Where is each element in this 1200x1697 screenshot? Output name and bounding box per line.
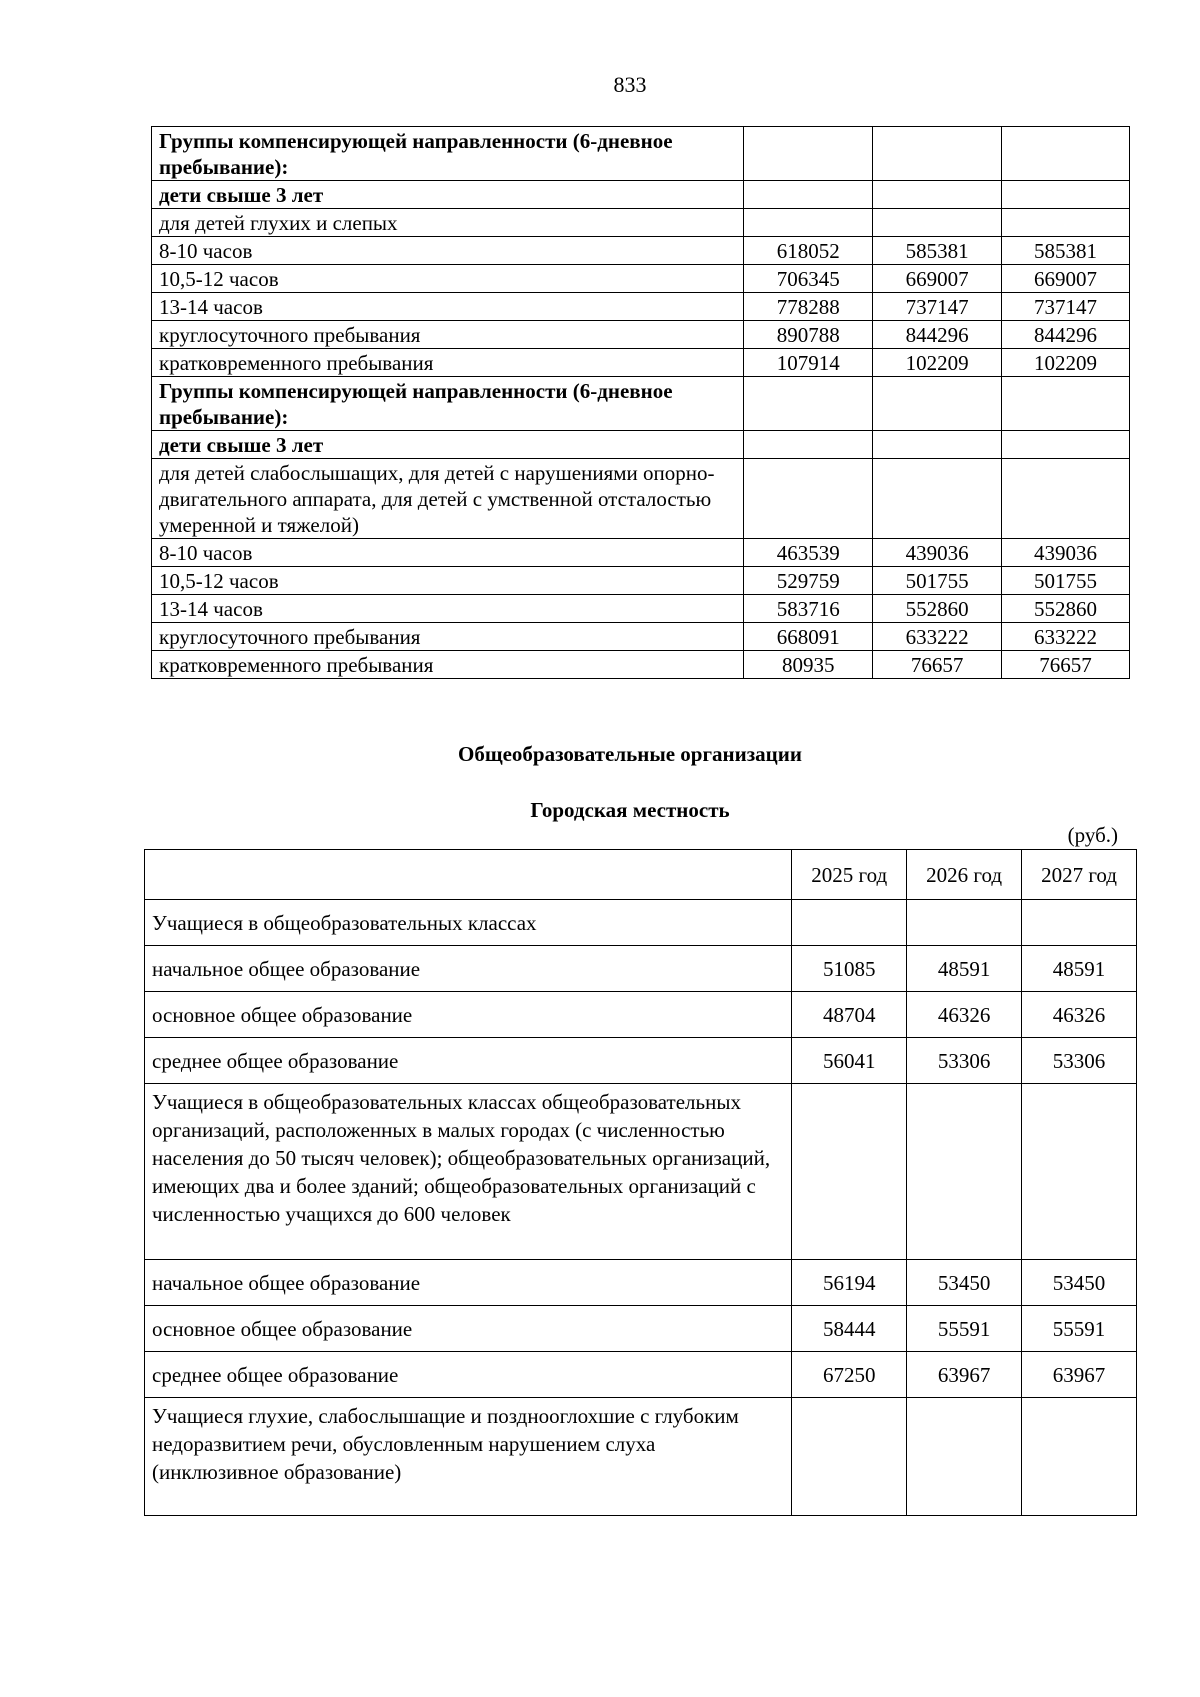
value-cell [1022, 1084, 1137, 1260]
row-label: начальное общее образование [145, 1260, 792, 1306]
value-cell: 55591 [1022, 1306, 1137, 1352]
value-cell [792, 1084, 907, 1260]
value-cell: 552860 [1002, 595, 1130, 623]
value-cell: 102209 [873, 349, 1002, 377]
value-cell [744, 127, 873, 181]
value-cell: 53450 [1022, 1260, 1137, 1306]
value-cell [873, 377, 1002, 431]
row-label: Учащиеся в общеобразовательных классах общеобразовательных организаций, расположенных в малых городах (с численностью населения до 50 тысяч человек); общеобразовательных организаций, имеющих два и более зданий; общеобразовательных организаций с численностью учащихся до 600 человек [145, 1084, 792, 1260]
value-cell: 890788 [744, 321, 873, 349]
subsection-title: Городская местность [530, 798, 730, 822]
value-cell: 552860 [873, 595, 1002, 623]
table-row [152, 293, 1130, 321]
value-cell: 583716 [744, 595, 873, 623]
value-cell [792, 900, 907, 946]
value-cell: 76657 [1002, 651, 1130, 679]
table-row [152, 539, 1130, 567]
tariff-table-preschool [151, 126, 1130, 679]
value-cell: 56041 [792, 1038, 907, 1084]
table-row [152, 265, 1130, 293]
value-cell [1002, 459, 1130, 539]
row-label: круглосуточного пребывания [152, 321, 744, 349]
value-cell: 46326 [907, 992, 1022, 1038]
header-cell: 2026 год [907, 850, 1022, 900]
row-label: Учащиеся в общеобразовательных классах [145, 900, 792, 946]
row-label: дети свыше 3 лет [152, 431, 744, 459]
value-cell: 53450 [907, 1260, 1022, 1306]
row-label: дети свыше 3 лет [152, 181, 744, 209]
value-cell: 669007 [1002, 265, 1130, 293]
value-cell [873, 431, 1002, 459]
table-row [145, 1260, 1137, 1306]
header-cell: 2025 год [792, 850, 907, 900]
value-cell [873, 127, 1002, 181]
value-cell: 48591 [1022, 946, 1137, 992]
table-row [152, 459, 1130, 539]
row-label: 13-14 часов [152, 595, 744, 623]
value-cell: 67250 [792, 1352, 907, 1398]
value-cell: 48704 [792, 992, 907, 1038]
row-label: Учащиеся глухие, слабослышащие и позднооглохшие с глубоким недоразвитием речи, обусловленным нарушением слуха (инклюзивное образование) [145, 1398, 792, 1516]
row-label: 10,5-12 часов [152, 265, 744, 293]
value-cell: 55591 [907, 1306, 1022, 1352]
value-cell: 844296 [1002, 321, 1130, 349]
value-cell [1002, 127, 1130, 181]
value-cell [744, 209, 873, 237]
value-cell: 706345 [744, 265, 873, 293]
value-cell [873, 181, 1002, 209]
section-title: Общеобразовательные организации [458, 742, 802, 766]
table-row [152, 431, 1130, 459]
table-row [145, 1038, 1137, 1084]
row-label: кратковременного пребывания [152, 651, 744, 679]
table-row [152, 209, 1130, 237]
row-label: для детей слабослышащих, для детей с нарушениями опорно-двигательного аппарата, для детей с умственной отсталостью умеренной и тяжелой) [152, 459, 744, 539]
table-row [145, 900, 1137, 946]
value-cell: 439036 [1002, 539, 1130, 567]
table-row [152, 237, 1130, 265]
tariff-table-schools [144, 849, 1137, 1516]
row-label: 8-10 часов [152, 237, 744, 265]
header-cell [145, 850, 792, 900]
table-row [152, 567, 1130, 595]
table-row [152, 321, 1130, 349]
value-cell: 53306 [1022, 1038, 1137, 1084]
value-cell: 56194 [792, 1260, 907, 1306]
value-cell: 102209 [1002, 349, 1130, 377]
row-label: 13-14 часов [152, 293, 744, 321]
table-header-row [145, 850, 1137, 900]
value-cell: 439036 [873, 539, 1002, 567]
value-cell [1002, 377, 1130, 431]
table-row [145, 1352, 1137, 1398]
value-cell [907, 1084, 1022, 1260]
value-cell [907, 1398, 1022, 1516]
table-row [152, 349, 1130, 377]
value-cell: 633222 [1002, 623, 1130, 651]
value-cell: 618052 [744, 237, 873, 265]
value-cell: 107914 [744, 349, 873, 377]
value-cell [1022, 1398, 1137, 1516]
page-number: 833 [613, 72, 647, 97]
value-cell: 633222 [873, 623, 1002, 651]
value-cell: 46326 [1022, 992, 1137, 1038]
value-cell [1002, 209, 1130, 237]
value-cell: 668091 [744, 623, 873, 651]
value-cell [1002, 431, 1130, 459]
table-row [145, 946, 1137, 992]
header-cell: 2027 год [1022, 850, 1137, 900]
value-cell: 463539 [744, 539, 873, 567]
value-cell [744, 181, 873, 209]
value-cell: 51085 [792, 946, 907, 992]
value-cell: 737147 [1002, 293, 1130, 321]
value-cell [744, 431, 873, 459]
row-label: круглосуточного пребывания [152, 623, 744, 651]
value-cell: 53306 [907, 1038, 1022, 1084]
value-cell [1022, 900, 1137, 946]
value-cell: 844296 [873, 321, 1002, 349]
value-cell [792, 1398, 907, 1516]
value-cell: 63967 [907, 1352, 1022, 1398]
row-label: среднее общее образование [145, 1038, 792, 1084]
row-label: 10,5-12 часов [152, 567, 744, 595]
value-cell: 501755 [873, 567, 1002, 595]
row-label: 8-10 часов [152, 539, 744, 567]
value-cell: 585381 [1002, 237, 1130, 265]
row-label: кратковременного пребывания [152, 349, 744, 377]
table-row [145, 1084, 1137, 1260]
table-row [145, 1398, 1137, 1516]
row-label: среднее общее образование [145, 1352, 792, 1398]
table-row [152, 623, 1130, 651]
value-cell [907, 900, 1022, 946]
value-cell: 778288 [744, 293, 873, 321]
value-cell: 80935 [744, 651, 873, 679]
value-cell: 669007 [873, 265, 1002, 293]
row-label: Группы компенсирующей направленности (6-дневное пребывание): [152, 127, 744, 181]
value-cell [744, 459, 873, 539]
row-label: основное общее образование [145, 1306, 792, 1352]
value-cell: 48591 [907, 946, 1022, 992]
row-label: начальное общее образование [145, 946, 792, 992]
value-cell [1002, 181, 1130, 209]
table-row [152, 651, 1130, 679]
table-row [145, 992, 1137, 1038]
value-cell: 58444 [792, 1306, 907, 1352]
value-cell: 529759 [744, 567, 873, 595]
table-row [152, 127, 1130, 181]
value-cell [873, 459, 1002, 539]
value-cell [873, 209, 1002, 237]
value-cell [744, 377, 873, 431]
table-row [145, 1306, 1137, 1352]
value-cell: 737147 [873, 293, 1002, 321]
row-label: основное общее образование [145, 992, 792, 1038]
value-cell: 76657 [873, 651, 1002, 679]
row-label: для детей глухих и слепых [152, 209, 744, 237]
value-cell: 585381 [873, 237, 1002, 265]
table-row [152, 377, 1130, 431]
table-row [152, 181, 1130, 209]
row-label: Группы компенсирующей направленности (6-дневное пребывание): [152, 377, 744, 431]
value-cell: 63967 [1022, 1352, 1137, 1398]
unit-label: (руб.) [1067, 823, 1118, 847]
value-cell: 501755 [1002, 567, 1130, 595]
table-row [152, 595, 1130, 623]
